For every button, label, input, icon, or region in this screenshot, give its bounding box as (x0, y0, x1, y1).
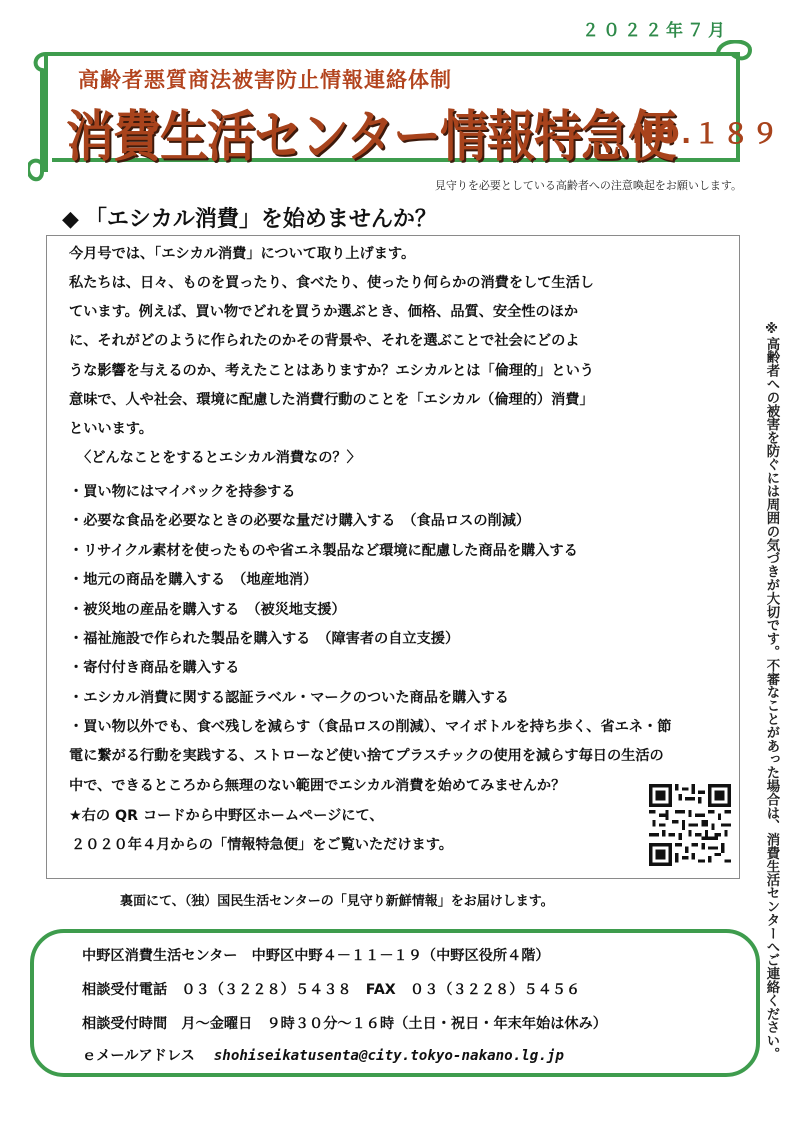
list-item: ・寄付付き商品を購入する (69, 660, 240, 677)
email-link[interactable]: shohiseikatusenta@city.tokyo-nakano.lg.jp (213, 1048, 564, 1064)
headline-text: 「エシカル消費」を始めませんか？ (84, 207, 437, 232)
email-label: ｅメールアドレス (82, 1048, 195, 1064)
qr-instructions (69, 802, 719, 861)
list-item: ・エシカル消費に関する認証ラベル・マークのついた商品を購入する (69, 689, 509, 706)
body-line: うな影響を与えるのか、考えたことはありますか？エシカルとは「倫理的」という (69, 362, 594, 379)
list-item: ・リサイクル素材を使ったものや省エネ製品など環境に配慮した商品を購入する (69, 542, 578, 559)
qr-code-icon[interactable] (649, 784, 731, 866)
qr-line: ２０２０年４月からの「情報特急便」をご覧いただけます。 (71, 837, 453, 854)
qr-line: ★右の QR コードから中野区ホームページにて、 (69, 808, 384, 824)
closing-line: ・買い物以外でも、食べ残しを減らす（食品ロスの削減）、マイボトルを持ち歩く、省エネ・節 (69, 719, 672, 735)
phone-fax: 相談受付電話 ０３（３２２８）５４３８ FAX ０３（３２２８）５４５６ (82, 982, 581, 998)
back-page-note: 裏面にて、（独）国民生活センターの「見守り新鮮情報」をお届けします。 (120, 894, 554, 909)
article-headline (62, 202, 437, 233)
list-item: ・地元の商品を購入する （地産地消） (69, 572, 318, 589)
office-hours: 相談受付時間 月～金曜日 ９時３０分～１６時（土日・祝日・年末年始は休み） (82, 1016, 607, 1032)
body-line: ています。例えば、買い物でどれを買うか選ぶとき、価格、品質、安全性のほか (69, 304, 579, 321)
email-row (82, 1045, 564, 1065)
body-line: に、それがどのように作られたのかその背景や、それを選ぶことで社会にどのよ (69, 333, 580, 350)
list-item: ・被災地の産品を購入する （被災地支援） (69, 601, 346, 618)
banner-subtitle: 高齢者悪質商法被害防止情報連絡体制 (78, 68, 452, 92)
issue-number: NO.１８９ (632, 119, 781, 150)
list-item: ・必要な食品を必要なときの必要な量だけ購入する （食品ロスの削減） (69, 513, 531, 530)
section-heading: 〈どんなことをするとエシカル消費なの？〉 (77, 450, 361, 466)
article-intro: 今月号では、「エシカル消費」について取り上げます。 (69, 246, 416, 262)
article-box (46, 235, 740, 879)
list-item: ・福祉施設で作られた製品を購入する （障害者の自立支援） (69, 631, 460, 648)
body-line: 意味で、人や社会、環境に配慮した消費行動のことを「エシカル（倫理的）消費」 (69, 391, 594, 408)
article-body (69, 269, 719, 444)
contact-box (30, 929, 760, 1077)
closing-paragraph (69, 713, 719, 801)
closing-line: 電に繋がる行動を実践する、ストローなど使い捨てプラスチックの使用を減らす毎日の生活の (69, 748, 664, 765)
side-note: ※高齢者への被害を防ぐには周囲の気づきが大切です。不審なことがあった場合は、消費生活センターへご連絡ください。 (764, 322, 779, 1061)
banner-title: 消費生活センター情報特急便 (66, 104, 676, 170)
body-line: 私たちは、日々、ものを買ったり、食べたり、使ったり何らかの消費をして生活し (69, 275, 594, 291)
closing-line: 中で、できるところから無理のない範囲でエシカル消費を始めてみませんか？ (69, 777, 566, 794)
center-address: 中野区消費生活センター 中野区中野４－１１－１９（中野区役所４階） (82, 948, 550, 964)
ethical-list (69, 478, 719, 713)
list-item: ・買い物にはマイバックを持参する (69, 484, 296, 500)
body-line: といいます。 (69, 421, 153, 438)
diamond-icon: ◆ (62, 207, 79, 232)
watch-notice: 見守りを必要としている高齢者への注意喚起をお願いします。 (434, 179, 742, 192)
issue-date: ２０２２年７月 (582, 21, 729, 41)
